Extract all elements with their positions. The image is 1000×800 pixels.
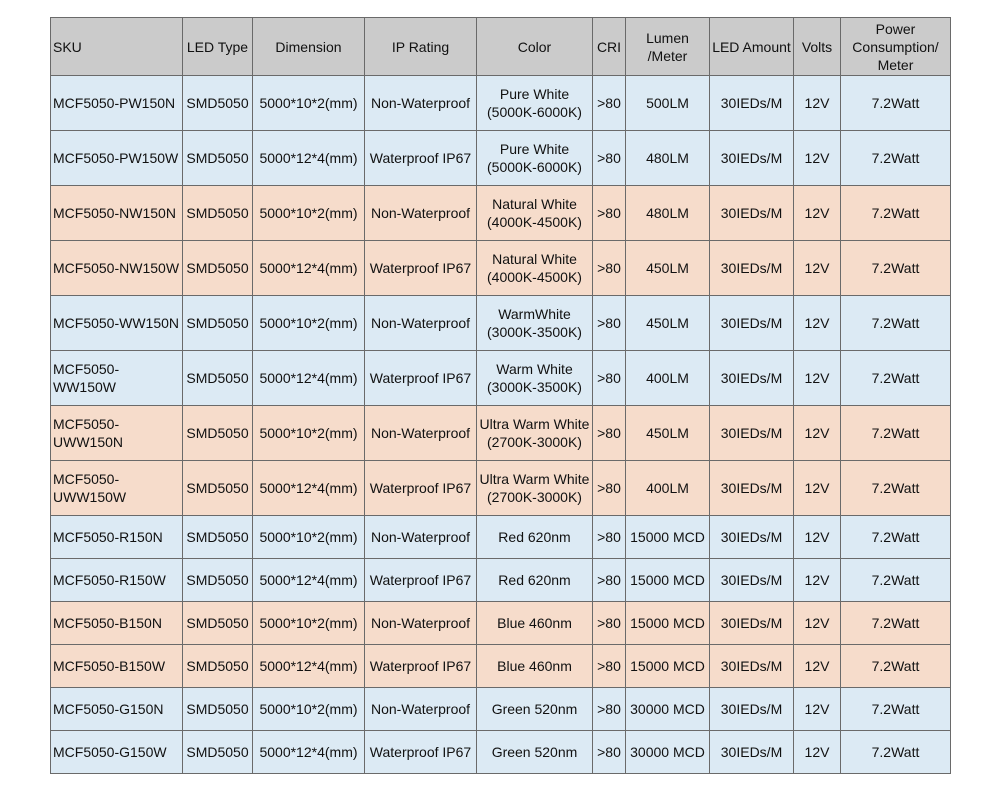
cell-dimension: 5000*10*2(mm) bbox=[253, 602, 365, 645]
cell-ip-rating: Waterproof IP67 bbox=[365, 241, 477, 296]
cell-volts: 12V bbox=[794, 559, 841, 602]
cell-power: 7.2Watt bbox=[841, 602, 951, 645]
cell-lumen: 15000 MCD bbox=[626, 602, 710, 645]
cell-led-type: SMD5050 bbox=[183, 296, 253, 351]
cell-dimension: 5000*10*2(mm) bbox=[253, 516, 365, 559]
cell-volts: 12V bbox=[794, 406, 841, 461]
header-color: Color bbox=[477, 18, 593, 76]
cell-power: 7.2Watt bbox=[841, 296, 951, 351]
table-row bbox=[51, 645, 951, 688]
cell-color: Green 520nm bbox=[477, 688, 593, 731]
cell-ip-rating: Non-Waterproof bbox=[365, 406, 477, 461]
cell-led-amount: 30IEDs/M bbox=[710, 76, 794, 131]
cell-volts: 12V bbox=[794, 731, 841, 774]
cell-led-amount: 30IEDs/M bbox=[710, 688, 794, 731]
cell-lumen: 450LM bbox=[626, 241, 710, 296]
cell-sku: MCF5050-PW150W bbox=[51, 131, 183, 186]
cell-lumen: 30000 MCD bbox=[626, 688, 710, 731]
cell-lumen: 480LM bbox=[626, 186, 710, 241]
cell-led-type: SMD5050 bbox=[183, 351, 253, 406]
cell-led-type: SMD5050 bbox=[183, 645, 253, 688]
cell-cri: >80 bbox=[593, 688, 626, 731]
cell-led-amount: 30IEDs/M bbox=[710, 516, 794, 559]
cell-ip-rating: Waterproof IP67 bbox=[365, 559, 477, 602]
cell-power: 7.2Watt bbox=[841, 406, 951, 461]
header-power: Power Consumption/ Meter bbox=[841, 18, 951, 76]
cell-power: 7.2Watt bbox=[841, 645, 951, 688]
cell-led-amount: 30IEDs/M bbox=[710, 559, 794, 602]
cell-cri: >80 bbox=[593, 406, 626, 461]
cell-cri: >80 bbox=[593, 186, 626, 241]
header-led-type: LED Type bbox=[183, 18, 253, 76]
cell-led-type: SMD5050 bbox=[183, 516, 253, 559]
cell-color: WarmWhite (3000K-3500K) bbox=[477, 296, 593, 351]
cell-color: Red 620nm bbox=[477, 559, 593, 602]
cell-power: 7.2Watt bbox=[841, 76, 951, 131]
cell-lumen: 400LM bbox=[626, 351, 710, 406]
cell-ip-rating: Waterproof IP67 bbox=[365, 645, 477, 688]
cell-color: Green 520nm bbox=[477, 731, 593, 774]
cell-dimension: 5000*12*4(mm) bbox=[253, 461, 365, 516]
table-row bbox=[51, 296, 951, 351]
cell-cri: >80 bbox=[593, 602, 626, 645]
cell-dimension: 5000*12*4(mm) bbox=[253, 241, 365, 296]
cell-ip-rating: Non-Waterproof bbox=[365, 688, 477, 731]
header-volts: Volts bbox=[794, 18, 841, 76]
cell-volts: 12V bbox=[794, 351, 841, 406]
cell-led-type: SMD5050 bbox=[183, 559, 253, 602]
spec-table bbox=[50, 17, 951, 774]
cell-led-amount: 30IEDs/M bbox=[710, 296, 794, 351]
table-row bbox=[51, 241, 951, 296]
cell-sku: MCF5050-G150N bbox=[51, 688, 183, 731]
cell-lumen: 500LM bbox=[626, 76, 710, 131]
cell-cri: >80 bbox=[593, 731, 626, 774]
cell-led-amount: 30IEDs/M bbox=[710, 731, 794, 774]
cell-color: Natural White (4000K-4500K) bbox=[477, 186, 593, 241]
cell-ip-rating: Non-Waterproof bbox=[365, 76, 477, 131]
cell-ip-rating: Non-Waterproof bbox=[365, 296, 477, 351]
cell-volts: 12V bbox=[794, 131, 841, 186]
cell-color: Pure White (5000K-6000K) bbox=[477, 131, 593, 186]
table-row bbox=[51, 688, 951, 731]
cell-sku: MCF5050-R150W bbox=[51, 559, 183, 602]
header-led-amount: LED Amount bbox=[710, 18, 794, 76]
cell-power: 7.2Watt bbox=[841, 731, 951, 774]
table-body bbox=[51, 76, 951, 774]
cell-dimension: 5000*12*4(mm) bbox=[253, 731, 365, 774]
cell-ip-rating: Non-Waterproof bbox=[365, 602, 477, 645]
cell-dimension: 5000*12*4(mm) bbox=[253, 559, 365, 602]
header-sku: SKU bbox=[51, 18, 183, 76]
cell-volts: 12V bbox=[794, 76, 841, 131]
header-row bbox=[51, 18, 951, 76]
table-row bbox=[51, 131, 951, 186]
cell-lumen: 450LM bbox=[626, 406, 710, 461]
cell-lumen: 400LM bbox=[626, 461, 710, 516]
cell-dimension: 5000*10*2(mm) bbox=[253, 296, 365, 351]
cell-power: 7.2Watt bbox=[841, 688, 951, 731]
cell-volts: 12V bbox=[794, 516, 841, 559]
table-row bbox=[51, 351, 951, 406]
cell-color: Blue 460nm bbox=[477, 645, 593, 688]
cell-sku: MCF5050-B150W bbox=[51, 645, 183, 688]
cell-dimension: 5000*10*2(mm) bbox=[253, 186, 365, 241]
cell-led-type: SMD5050 bbox=[183, 461, 253, 516]
cell-led-amount: 30IEDs/M bbox=[710, 602, 794, 645]
cell-power: 7.2Watt bbox=[841, 351, 951, 406]
cell-led-type: SMD5050 bbox=[183, 731, 253, 774]
cell-sku: MCF5050-WW150N bbox=[51, 296, 183, 351]
cell-ip-rating: Waterproof IP67 bbox=[365, 731, 477, 774]
cell-ip-rating: Waterproof IP67 bbox=[365, 131, 477, 186]
cell-cri: >80 bbox=[593, 559, 626, 602]
table-row bbox=[51, 76, 951, 131]
cell-lumen: 480LM bbox=[626, 131, 710, 186]
cell-ip-rating: Non-Waterproof bbox=[365, 516, 477, 559]
cell-led-type: SMD5050 bbox=[183, 76, 253, 131]
cell-sku: MCF5050-R150N bbox=[51, 516, 183, 559]
cell-dimension: 5000*12*4(mm) bbox=[253, 645, 365, 688]
table-row bbox=[51, 731, 951, 774]
cell-led-type: SMD5050 bbox=[183, 131, 253, 186]
table-row bbox=[51, 406, 951, 461]
cell-power: 7.2Watt bbox=[841, 241, 951, 296]
cell-color: Blue 460nm bbox=[477, 602, 593, 645]
cell-color: Natural White (4000K-4500K) bbox=[477, 241, 593, 296]
cell-color: Warm White (3000K-3500K) bbox=[477, 351, 593, 406]
cell-lumen: 15000 MCD bbox=[626, 516, 710, 559]
cell-led-amount: 30IEDs/M bbox=[710, 645, 794, 688]
cell-led-type: SMD5050 bbox=[183, 186, 253, 241]
cell-power: 7.2Watt bbox=[841, 516, 951, 559]
header-lumen: Lumen /Meter bbox=[626, 18, 710, 76]
cell-led-type: SMD5050 bbox=[183, 241, 253, 296]
cell-volts: 12V bbox=[794, 602, 841, 645]
cell-cri: >80 bbox=[593, 461, 626, 516]
cell-dimension: 5000*10*2(mm) bbox=[253, 688, 365, 731]
header-dimension: Dimension bbox=[253, 18, 365, 76]
cell-lumen: 15000 MCD bbox=[626, 645, 710, 688]
cell-cri: >80 bbox=[593, 645, 626, 688]
cell-volts: 12V bbox=[794, 688, 841, 731]
cell-volts: 12V bbox=[794, 645, 841, 688]
table-row bbox=[51, 186, 951, 241]
cell-dimension: 5000*12*4(mm) bbox=[253, 351, 365, 406]
cell-power: 7.2Watt bbox=[841, 131, 951, 186]
cell-cri: >80 bbox=[593, 296, 626, 351]
cell-lumen: 15000 MCD bbox=[626, 559, 710, 602]
cell-sku: MCF5050-WW150W bbox=[51, 351, 183, 406]
table-row bbox=[51, 461, 951, 516]
cell-led-type: SMD5050 bbox=[183, 406, 253, 461]
cell-ip-rating: Non-Waterproof bbox=[365, 186, 477, 241]
cell-dimension: 5000*10*2(mm) bbox=[253, 406, 365, 461]
cell-color: Ultra Warm White (2700K-3000K) bbox=[477, 461, 593, 516]
cell-color: Red 620nm bbox=[477, 516, 593, 559]
header-ip-rating: IP Rating bbox=[365, 18, 477, 76]
cell-power: 7.2Watt bbox=[841, 186, 951, 241]
cell-sku: MCF5050-UWW150N bbox=[51, 406, 183, 461]
cell-ip-rating: Waterproof IP67 bbox=[365, 461, 477, 516]
cell-dimension: 5000*10*2(mm) bbox=[253, 76, 365, 131]
cell-sku: MCF5050-G150W bbox=[51, 731, 183, 774]
cell-power: 7.2Watt bbox=[841, 559, 951, 602]
cell-sku: MCF5050-UWW150W bbox=[51, 461, 183, 516]
table-row bbox=[51, 559, 951, 602]
cell-dimension: 5000*12*4(mm) bbox=[253, 131, 365, 186]
cell-led-type: SMD5050 bbox=[183, 602, 253, 645]
cell-volts: 12V bbox=[794, 241, 841, 296]
table-row bbox=[51, 516, 951, 559]
cell-sku: MCF5050-NW150N bbox=[51, 186, 183, 241]
cell-volts: 12V bbox=[794, 461, 841, 516]
cell-cri: >80 bbox=[593, 131, 626, 186]
cell-cri: >80 bbox=[593, 351, 626, 406]
header-cri: CRI bbox=[593, 18, 626, 76]
cell-sku: MCF5050-B150N bbox=[51, 602, 183, 645]
cell-led-amount: 30IEDs/M bbox=[710, 186, 794, 241]
cell-sku: MCF5050-PW150N bbox=[51, 76, 183, 131]
cell-power: 7.2Watt bbox=[841, 461, 951, 516]
cell-led-amount: 30IEDs/M bbox=[710, 406, 794, 461]
cell-sku: MCF5050-NW150W bbox=[51, 241, 183, 296]
cell-cri: >80 bbox=[593, 516, 626, 559]
table-row bbox=[51, 602, 951, 645]
cell-volts: 12V bbox=[794, 186, 841, 241]
cell-cri: >80 bbox=[593, 241, 626, 296]
cell-led-amount: 30IEDs/M bbox=[710, 131, 794, 186]
cell-cri: >80 bbox=[593, 76, 626, 131]
cell-volts: 12V bbox=[794, 296, 841, 351]
cell-color: Ultra Warm White (2700K-3000K) bbox=[477, 406, 593, 461]
cell-led-amount: 30IEDs/M bbox=[710, 461, 794, 516]
cell-led-type: SMD5050 bbox=[183, 688, 253, 731]
cell-ip-rating: Waterproof IP67 bbox=[365, 351, 477, 406]
cell-led-amount: 30IEDs/M bbox=[710, 241, 794, 296]
cell-lumen: 450LM bbox=[626, 296, 710, 351]
cell-color: Pure White (5000K-6000K) bbox=[477, 76, 593, 131]
cell-lumen: 30000 MCD bbox=[626, 731, 710, 774]
cell-led-amount: 30IEDs/M bbox=[710, 351, 794, 406]
